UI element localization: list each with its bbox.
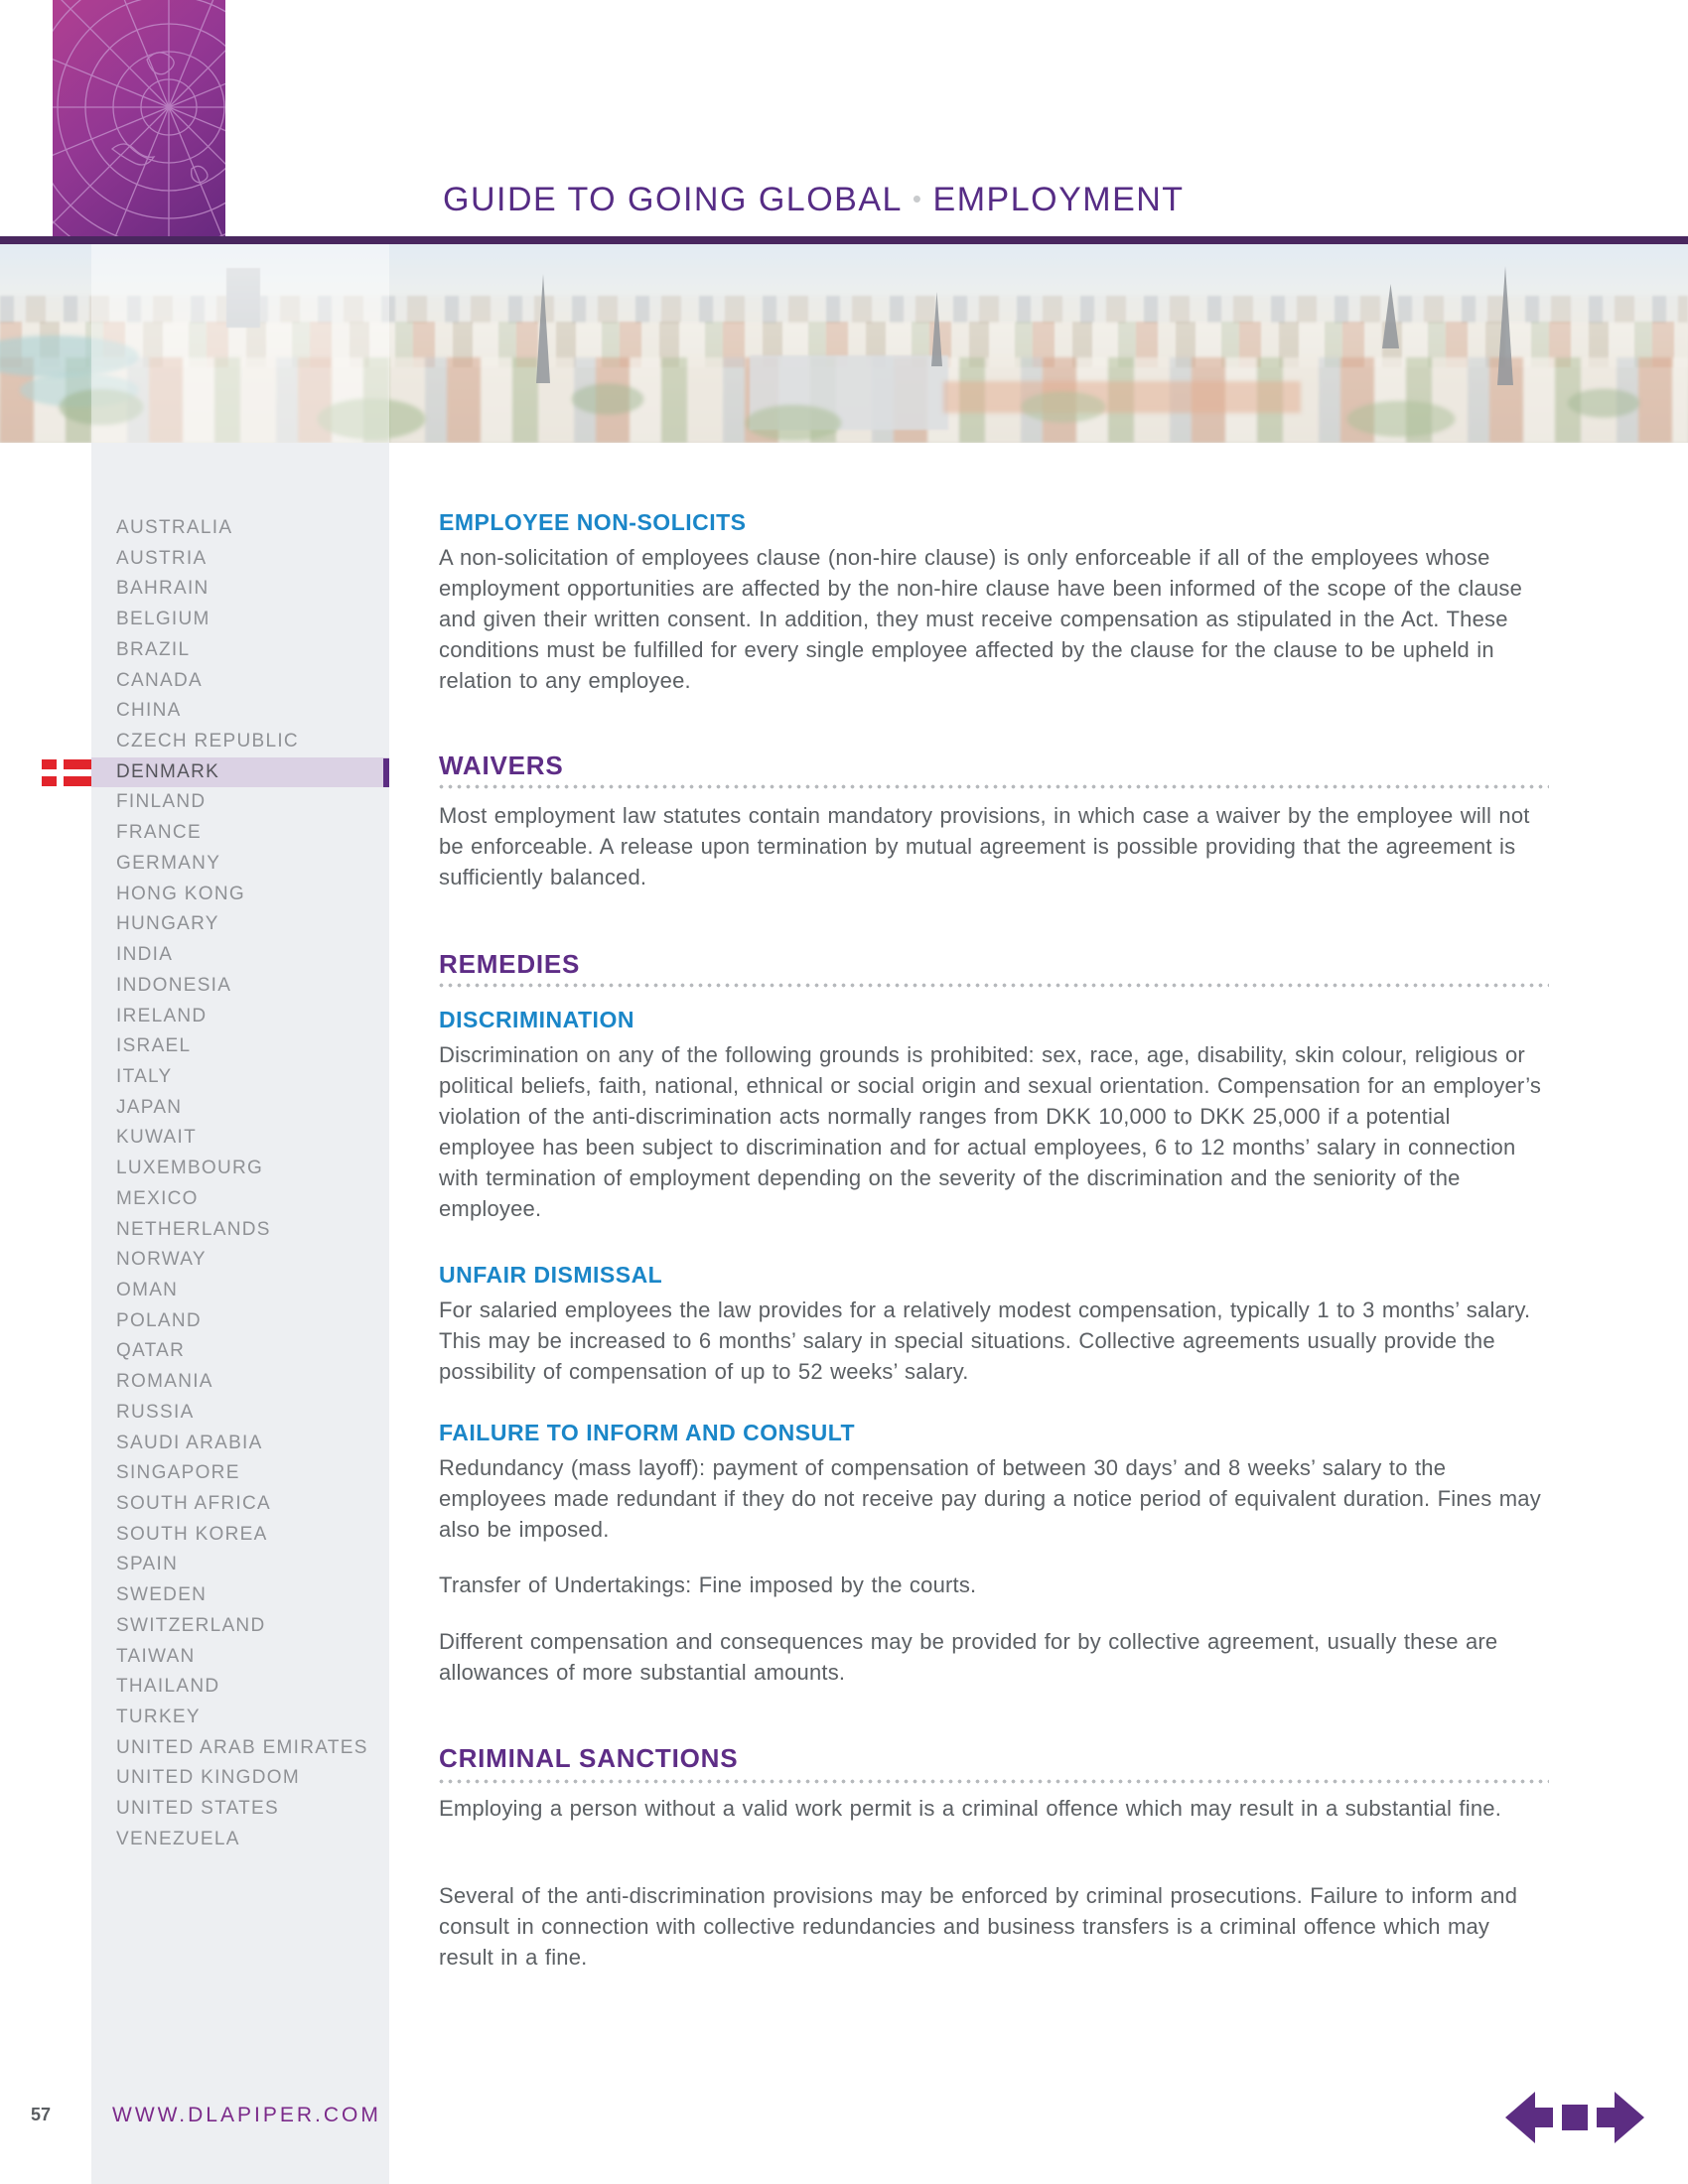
sidebar-item-saudi-arabia[interactable]: SAUDI ARABIA bbox=[116, 1432, 263, 1453]
dotted-rule bbox=[439, 1779, 1549, 1784]
selected-country-marker bbox=[383, 758, 389, 787]
sidebar-item-united-states[interactable]: UNITED STATES bbox=[116, 1798, 279, 1820]
pager-navigation bbox=[1505, 2091, 1644, 2144]
sidebar-item-italy[interactable]: ITALY bbox=[116, 1065, 173, 1087]
sidebar-item-hungary[interactable]: HUNGARY bbox=[116, 913, 219, 935]
section-heading-remedies: REMEDIES bbox=[439, 949, 581, 979]
sidebar-item-russia[interactable]: RUSSIA bbox=[116, 1401, 195, 1423]
sidebar-item-sweden[interactable]: SWEDEN bbox=[116, 1584, 208, 1606]
sidebar-item-united-arab-emirates[interactable]: UNITED ARAB EMIRATES bbox=[116, 1736, 368, 1758]
section-heading-waivers: WAIVERS bbox=[439, 751, 564, 780]
header-divider-rule bbox=[0, 236, 1688, 244]
country-sidebar bbox=[91, 443, 389, 2184]
sidebar-item-oman[interactable]: OMAN bbox=[116, 1279, 179, 1300]
sidebar-item-israel[interactable]: ISRAEL bbox=[116, 1035, 192, 1057]
sidebar-item-kuwait[interactable]: KUWAIT bbox=[116, 1127, 197, 1149]
guide-title: GUIDE TO GOING GLOBAL bbox=[443, 181, 903, 218]
sidebar-item-austria[interactable]: AUSTRIA bbox=[116, 547, 208, 569]
copenhagen-cityscape-photo bbox=[0, 244, 1688, 443]
failure-to-inform-p3: Different compensation and consequences may be provided for by collective agreement, usually these are allowances of more substantial amounts. bbox=[439, 1629, 1498, 1685]
sidebar-item-mexico[interactable]: MEXICO bbox=[116, 1187, 199, 1209]
previous-page-arrow-icon[interactable] bbox=[1505, 2092, 1553, 2143]
sidebar-item-turkey[interactable]: TURKEY bbox=[116, 1706, 201, 1728]
sidebar-item-australia[interactable]: AUSTRALIA bbox=[116, 517, 233, 538]
failure-to-inform-p1: Redundancy (mass layoff): payment of compensation of between 30 days’ and 8 weeks’ salary to the employees made redundant if they do not receive pay during a notice period of equivalent duration. Fines may also be imposed. bbox=[439, 1455, 1541, 1542]
discrimination-body: Discrimination on any of the following grounds is prohibited: sex, race, age, disability, skin colour, religious or political beliefs, faith, national, ethnical or social origin and sexual orientation. Compensation for an employer’s violation of the anti-discrimination acts normally ranges from DKK 10,000 to DKK 25,000 if a potential employee has been subject to discrimination and for actual employees, 6 to 12 months’ salary in connection with termination of employment depending on the severity of the discrimination and the seniority of the employee. bbox=[439, 1042, 1542, 1221]
sidebar-item-poland[interactable]: POLAND bbox=[116, 1309, 202, 1331]
employee-non-solicits-body: A non-solicitation of employees clause (non-hire clause) is only enforceable if all of the employees whose employment opportunities are affected by the non-hire clause have been informed of the scope of the clause and given their written consent. In addition, they must receive compensation as stipulated in the Act. These conditions must be fulfilled for every single employee affected by the clause for the clause to be upheld in relation to any employee. bbox=[439, 545, 1523, 693]
sidebar-item-india[interactable]: INDIA bbox=[116, 944, 174, 966]
globe-logo bbox=[53, 0, 225, 238]
title-bullet-separator: • bbox=[912, 184, 923, 213]
sidebar-item-luxembourg[interactable]: LUXEMBOURG bbox=[116, 1158, 264, 1179]
sidebar-item-norway[interactable]: NORWAY bbox=[116, 1249, 207, 1271]
sidebar-item-south-korea[interactable]: SOUTH KOREA bbox=[116, 1523, 268, 1545]
failure-to-inform-p2: Transfer of Undertakings: Fine imposed by the courts. bbox=[439, 1572, 977, 1597]
sidebar-item-bahrain[interactable]: BAHRAIN bbox=[116, 578, 210, 600]
sidebar-item-taiwan[interactable]: TAIWAN bbox=[116, 1645, 196, 1667]
website-link[interactable]: WWW.DLAPIPER.COM bbox=[112, 2104, 381, 2126]
unfair-dismissal-body: For salaried employees the law provides for a relatively modest compensation, typically 1 to 3 months’ salary. This may be increased to 6 months’ salary in special situations. Collective agreements usually provide the possibility of compensation of up to 52 weeks’ salary. bbox=[439, 1297, 1531, 1384]
sidebar-item-south-africa[interactable]: SOUTH AFRICA bbox=[116, 1493, 272, 1514]
sidebar-item-indonesia[interactable]: INDONESIA bbox=[116, 974, 232, 996]
dotted-rule bbox=[439, 784, 1549, 789]
sidebar-item-japan[interactable]: JAPAN bbox=[116, 1096, 183, 1118]
page-number: 57 bbox=[31, 2105, 52, 2124]
section-heading-criminal-sanctions: CRIMINAL SANCTIONS bbox=[439, 1743, 739, 1773]
sidebar-item-denmark[interactable]: DENMARK bbox=[91, 757, 389, 788]
denmark-flag-icon bbox=[42, 759, 91, 786]
pager-square-icon[interactable] bbox=[1562, 2105, 1588, 2130]
sidebar-item-thailand[interactable]: THAILAND bbox=[116, 1676, 220, 1698]
sidebar-item-belgium[interactable]: BELGIUM bbox=[116, 609, 211, 630]
globe-grid-icon bbox=[53, 0, 225, 238]
sidebar-item-switzerland[interactable]: SWITZERLAND bbox=[116, 1614, 266, 1636]
subsection-heading-discrimination: DISCRIMINATION bbox=[439, 1007, 634, 1032]
sidebar-item-qatar[interactable]: QATAR bbox=[116, 1340, 186, 1362]
sidebar-item-germany[interactable]: GERMANY bbox=[116, 852, 221, 874]
dotted-rule bbox=[439, 983, 1549, 988]
sidebar-item-united-kingdom[interactable]: UNITED KINGDOM bbox=[116, 1767, 300, 1789]
waivers-body: Most employment law statutes contain mandatory provisions, in which case a waiver by the employee will not be enforceable. A release upon termination by mutual agreement is possible providing that the agreement is sufficiently balanced. bbox=[439, 803, 1530, 889]
guide-subtitle: EMPLOYMENT bbox=[932, 181, 1185, 218]
page-title bbox=[443, 181, 1185, 219]
sidebar-item-finland[interactable]: FINLAND bbox=[116, 791, 207, 813]
sidebar-item-venezuela[interactable]: VENEZUELA bbox=[116, 1828, 240, 1849]
sidebar-item-spain[interactable]: SPAIN bbox=[116, 1554, 179, 1575]
sidebar-item-china[interactable]: CHINA bbox=[116, 700, 182, 722]
next-page-arrow-icon[interactable] bbox=[1597, 2092, 1644, 2143]
sidebar-item-czech-republic[interactable]: CZECH REPUBLIC bbox=[116, 731, 299, 752]
sidebar-item-canada[interactable]: CANADA bbox=[116, 669, 203, 691]
photo-sidebar-overlay-band bbox=[91, 244, 389, 443]
criminal-sanctions-p1: Employing a person without a valid work permit is a criminal offence which may result in a substantial fine. bbox=[439, 1796, 1502, 1821]
sidebar-item-brazil[interactable]: BRAZIL bbox=[116, 638, 191, 660]
subsection-heading-unfair-dismissal: UNFAIR DISMISSAL bbox=[439, 1262, 663, 1288]
sidebar-item-romania[interactable]: ROMANIA bbox=[116, 1371, 213, 1393]
section-heading-employee-non-solicits: EMPLOYEE NON-SOLICITS bbox=[439, 509, 747, 535]
sidebar-item-hong-kong[interactable]: HONG KONG bbox=[116, 883, 245, 904]
country-list bbox=[91, 513, 389, 1855]
criminal-sanctions-p2: Several of the anti-discrimination provisions may be enforced by criminal prosecutions. Failure to inform and consult in connection with collective redundancies and business transfers is a criminal offence which may result in a fine. bbox=[439, 1883, 1518, 1970]
sidebar-item-netherlands[interactable]: NETHERLANDS bbox=[116, 1218, 271, 1240]
sidebar-item-france[interactable]: FRANCE bbox=[116, 822, 202, 844]
subsection-heading-failure-to-inform: FAILURE TO INFORM AND CONSULT bbox=[439, 1420, 856, 1445]
sidebar-item-ireland[interactable]: IRELAND bbox=[116, 1005, 208, 1026]
sidebar-item-singapore[interactable]: SINGAPORE bbox=[116, 1462, 240, 1484]
